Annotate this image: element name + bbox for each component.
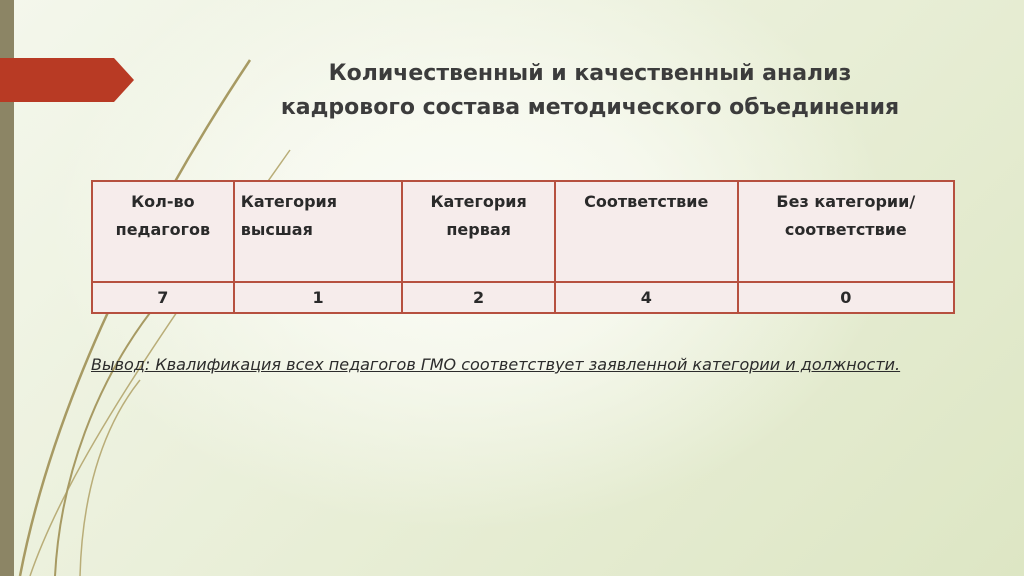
title-arrow-accent	[0, 58, 134, 102]
cell-no-category: 0	[738, 282, 954, 313]
slide-title	[180, 57, 1000, 125]
cell-compliance: 4	[555, 282, 738, 313]
header-first-category: Категория первая	[402, 181, 555, 282]
decorative-curve-4	[80, 380, 140, 576]
conclusion-text: Вывод: Квалификация всех педагогов ГМО соответствует заявленной категории и должности.	[91, 355, 901, 374]
table-row	[92, 282, 954, 313]
header-highest-category: Категория высшая	[234, 181, 403, 282]
cell-teacher-count: 7	[92, 282, 234, 313]
staff-table	[91, 180, 955, 314]
cell-highest-category: 1	[234, 282, 403, 313]
slide-title-line-1: Количественный и качественный анализ	[328, 61, 852, 86]
header-teacher-count: Кол-во педагогов	[92, 181, 234, 282]
header-compliance: Соответствие	[555, 181, 738, 282]
slide-title-line-2: кадрового состава методического объединения	[280, 95, 900, 120]
table-header-row	[92, 181, 954, 282]
decorative-curve-1	[20, 60, 250, 576]
header-no-category: Без категории/ соответствие	[738, 181, 954, 282]
cell-first-category: 2	[402, 282, 555, 313]
decorative-curve-3	[55, 300, 160, 576]
